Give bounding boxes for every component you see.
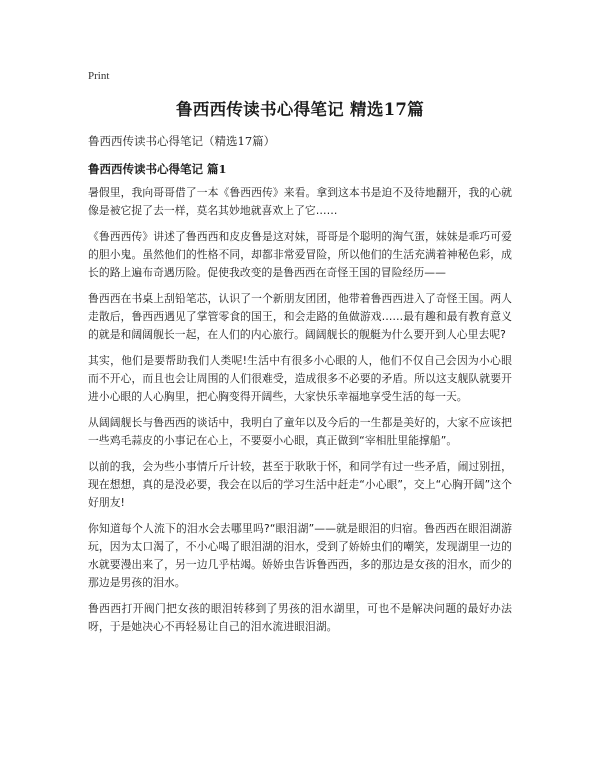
paragraph-4: 其实，他们是要帮助我们人类呢!生活中有很多小心眼的人，他们不仅自己会因为小心眼而不开心，而且也会让周围的人们很难受，造成很多不必要的矛盾。所以这支舰队就要开进小心眼的人心胸里，把心胸变得开阔些，大家快乐幸福地享受生活的每一天。 — [88, 354, 512, 403]
paragraph-1: 暑假里，我向哥哥借了一本《鲁西西传》来看。拿到这本书是迫不及待地翻开，我的心就像是被它捉了去一样，莫名其妙地就喜欢上了它…… — [88, 186, 512, 217]
page-title: 鲁西西传读书心得笔记 精选17篇 — [175, 100, 424, 119]
document-subtitle: 鲁西西传读书心得笔记（精选17篇） — [88, 134, 276, 148]
paragraph-8: 鲁西西打开阀门把女孩的眼泪转移到了男孩的泪水湖里，可也不是解决问题的最好办法呀，于是她决心不再轻易让自己的泪水流进眼泪湖。 — [88, 602, 512, 633]
paragraph-6: 以前的我，会为些小事情斤斤计较，甚至于耿耿于怀，和同学有过一些矛盾，闹过别扭，现在想想，真的是没必要，我会在以后的学习生活中赶走“小心眼”，交上“心胸开阔”这个好朋友! — [88, 460, 512, 509]
print-label[interactable]: Print — [88, 70, 110, 82]
paragraph-7: 你知道每个人流下的泪水会去哪里吗?“眼泪湖”——就是眼泪的归宿。鲁西西在眼泪湖游玩，因为太口渴了，不小心喝了眼泪湖的泪水，受到了娇娇虫们的嘲笑，发现湖里一边的水就要漫出来了，另一边几乎枯竭。娇娇虫告诉鲁西西，多的那边是女孩的泪水，而少的那边是男孩的泪水。 — [88, 522, 512, 589]
section-heading: 鲁西西传读书心得笔记 篇1 — [88, 162, 227, 176]
paragraph-3: 鲁西西在书桌上刮铅笔芯，认识了一个新朋友团团，他带着鲁西西进入了奇怪王国。两人走散后，鲁西西遇见了掌管零食的国王，和会走路的鱼做游戏……最有趣和最有教育意义的就是和阔阔舰长一起，在人们的内心旅行。阔阔舰长的舰艇为什么要开到人心里去呢? — [88, 292, 512, 341]
paragraph-2: 《鲁西西传》讲述了鲁西西和皮皮鲁是这对妹，哥哥是个聪明的淘气蛋，妹妹是乖巧可爱的胆小鬼。虽然他们的性格不同，却都非常爱冒险，所以他们的生活充满着神秘色彩，成长的路上遍布奇遇历险。促使我改变的是鲁西西在奇怪王国的冒险经历—— — [88, 230, 512, 279]
paragraph-5: 从阔阔舰长与鲁西西的谈话中，我明白了童年以及今后的一生都是美好的，大家不应该把一些鸡毛蒜皮的小事记在心上，不要耍小心眼，真正做到“宰相肚里能撑船”。 — [88, 416, 512, 447]
